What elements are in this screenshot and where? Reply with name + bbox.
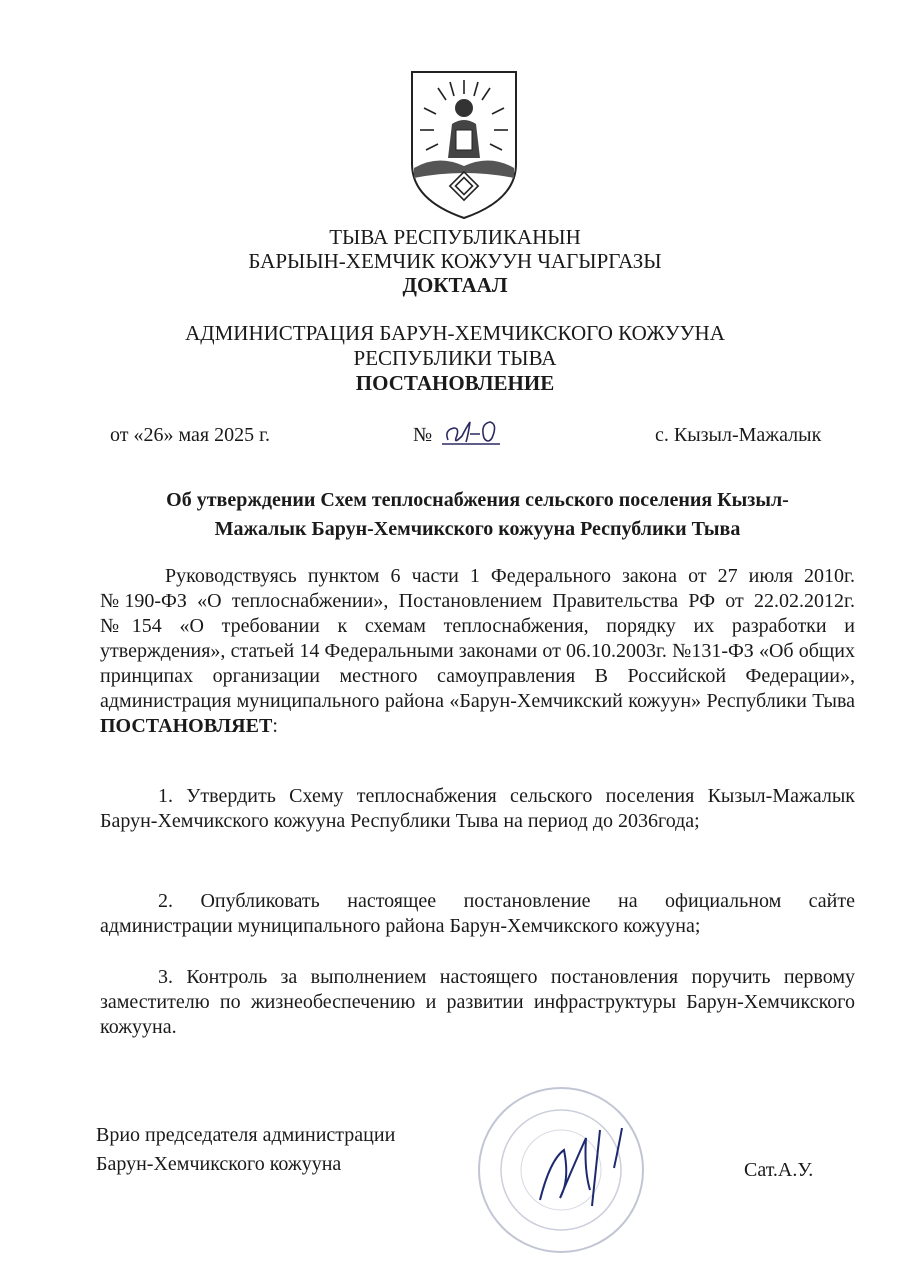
list-item-text: 1. Утвердить Схему теплоснабжения сельского поселения Кызыл-Мажалык Барун-Хемчикского кожууна Республики Тыва на период до 2036года; — [100, 785, 855, 832]
list-item — [100, 889, 855, 939]
document-date: от «26» мая 2025 г. — [110, 424, 271, 446]
document-title-line2: Мажалык Барун-Хемчикского кожууна Республики Тыва — [214, 518, 741, 540]
handwritten-number — [440, 414, 510, 450]
header-tuvan-line2: БАРЫЫН-ХЕМЧИК КОЖУУН ЧАГЫРГАЗЫ — [248, 249, 662, 273]
resolves-word: ПОСТАНОВЛЯЕТ — [100, 715, 273, 737]
header-russian-line2: РЕСПУБЛИКИ ТЫВА — [353, 346, 557, 370]
header-tuvan-line1: ТЫВА РЕСПУБЛИКАНЫН — [329, 225, 581, 249]
header-russian-line1: АДМИНИСТРАЦИЯ БАРУН-ХЕМЧИКСКОГО КОЖУУНА — [185, 321, 725, 345]
document-place: с. Кызыл-Мажалык — [655, 424, 822, 446]
document-title-line1: Об утверждении Схем теплоснабжения сельского поселения Кызыл- — [166, 489, 789, 511]
list-item — [100, 784, 855, 834]
preamble-paragraph: Руководствуясь пунктом 6 части 1 Федерального закона от 27 июля 2010г. №190-ФЗ «О теплоснабжении», Постановлением Правительства РФ от 22.02.2012г. №154 «О требовании к схемам теплоснабжения, порядку их разработки и утверждения», статьей 14 Федеральными законами от 06.10.2003г. №131-ФЗ «Об общих принципах организации местного самоуправления В Российской Федерации», администрация муниципального района «Барун-Хемчикский кожуун» Республики Тыва ПОСТАНОВЛЯЕТ: — [100, 565, 855, 737]
handwritten-signature — [530, 1120, 650, 1210]
list-item-text: 2. Опубликовать настоящее постановление на официальном сайте администрации муниципального района Барун-Хемчикского кожууна; — [100, 890, 855, 937]
signatory-name: Сат.А.У. — [744, 1159, 814, 1181]
list-item — [100, 965, 855, 1040]
header-russian-doc-type: ПОСТАНОВЛЕНИЕ — [355, 371, 555, 395]
coat-of-arms-emblem — [408, 68, 520, 220]
document-number-label: № — [413, 424, 433, 446]
header-tuvan-doc-type: ДОКТААЛ — [402, 273, 508, 297]
signatory-position-line1: Врио председателя администрации — [96, 1124, 396, 1146]
preamble-text: Руководствуясь пунктом 6 части 1 Федерального закона от 27 июля 2010г. №190-ФЗ «О теплоснабжении», Постановлением Правительства РФ от 22.02.2012г. №154 «О требовании к схемам теплоснабжения, порядку их разработки и утверждения», статьей 14 Федеральными законами от 06.10.2003г. №131-ФЗ «Об общих принципах организации местного самоуправления В Российской Федерации», администрация муниципального района «Барун-Хемчикский кожуун» Республики Тыва — [100, 565, 855, 712]
signatory-position-line2: Барун-Хемчикского кожууна — [96, 1153, 342, 1175]
list-item-text: 3. Контроль за выполнением настоящего постановления поручить первому заместителю по жизнеобеспечению и развитии инфраструктуры Барун-Хемчикского кожууна. — [100, 966, 855, 1038]
